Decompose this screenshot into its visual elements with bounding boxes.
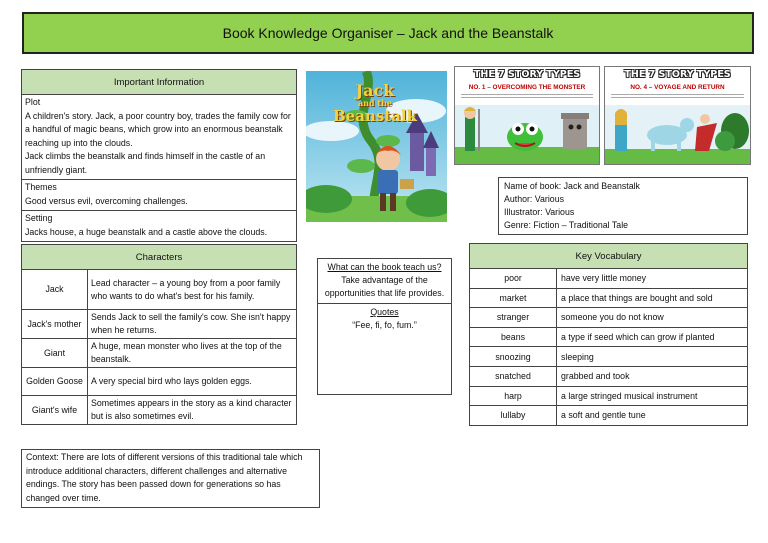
table-row (470, 308, 748, 328)
vocab-definition: a place that things are bought and sold (557, 288, 748, 308)
themes-text: Good versus evil, overcoming challenges. (25, 195, 188, 206)
table-row (470, 288, 748, 308)
key-vocabulary-header: Key Vocabulary (470, 244, 748, 269)
cover-title-line-1: Jack (355, 81, 395, 100)
vocab-word: market (470, 288, 557, 308)
characters-table (21, 244, 297, 425)
character-desc: A huge, mean monster who lives at the top of the beanstalk. (88, 339, 297, 368)
book-genre: Genre: Fiction – Traditional Tale (504, 220, 629, 230)
vocab-definition: grabbed and took (557, 366, 748, 386)
themes-label: Themes (25, 182, 57, 192)
vocab-definition: someone you do not know (557, 308, 748, 328)
vocab-word: snatched (470, 366, 557, 386)
context-text: Context: There are lots of different versions of this traditional tale which introduce additional characters, different challenges and alternative endings. The story has been passed down for generations so has changed over time. (26, 452, 303, 503)
story-type-4-fine-print (611, 92, 744, 100)
cover-title-line-3: Beanstalk (332, 107, 418, 125)
character-name: Jack's mother (22, 310, 88, 339)
story-type-1-subtitle: NO. 1 – OVERCOMING THE MONSTER (468, 84, 586, 91)
page-title-text: Book Knowledge Organiser – Jack and the Beanstalk (222, 25, 554, 41)
characters-header: Characters (22, 245, 297, 270)
table-row (22, 339, 297, 368)
teach-text: Take advantage of the opportunities that life provides. (324, 275, 445, 298)
book-cover-image (306, 71, 447, 222)
key-vocabulary-table (469, 243, 748, 426)
vocab-definition: a large stringed musical instrument (557, 386, 748, 406)
page-title (22, 12, 754, 54)
plot-label: Plot (25, 97, 41, 107)
vocab-definition: a soft and gentle tune (557, 406, 748, 426)
vocab-word: snoozing (470, 347, 557, 367)
quotes-section (318, 304, 451, 334)
vocab-definition: have very little money (557, 269, 748, 289)
table-row (470, 347, 748, 367)
story-type-4-band: THE 7 STORY TYPES (624, 69, 731, 80)
setting-text: Jacks house, a huge beanstalk and a castle above the clouds. (25, 226, 268, 237)
setting-section (22, 211, 296, 241)
vocab-definition: sleeping (557, 347, 748, 367)
character-name: Jack (22, 270, 88, 310)
story-type-card-overcoming-monster (454, 66, 600, 165)
table-row (470, 406, 748, 426)
table-row (22, 270, 297, 310)
table-row (22, 368, 297, 396)
book-illustrator: Illustrator: Various (504, 207, 575, 217)
character-desc: Lead character – a young boy from a poor family who wants to do what's best for his family. (88, 270, 297, 310)
table-row (470, 327, 748, 347)
vocab-word: harp (470, 386, 557, 406)
character-desc: Sometimes appears in the story as a kind character but is also sometimes evil. (88, 396, 297, 425)
character-name: Giant (22, 339, 88, 368)
teach-header: What can the book teach us? (327, 262, 442, 272)
table-row (22, 310, 297, 339)
character-name: Giant's wife (22, 396, 88, 425)
table-row (22, 396, 297, 425)
plot-text: A children's story. Jack, a poor country boy, trades the family cow for a handful of magic beans, which grow into an enormous beanstalk reaching up into the clouds. (25, 110, 291, 148)
plot-text-2: Jack climbs the beanstalk and finds himself in the castle of an unfriendly giant. (25, 151, 266, 175)
character-name: Golden Goose (22, 368, 88, 396)
vocab-word: lullaby (470, 406, 557, 426)
vocab-word: poor (470, 269, 557, 289)
story-type-4-subtitle: NO. 4 – VOYAGE AND RETURN (630, 84, 725, 91)
vocab-word: stranger (470, 308, 557, 328)
book-details-box (498, 177, 748, 235)
book-cover-title (320, 83, 430, 124)
plot-section (22, 95, 296, 180)
table-row (470, 386, 748, 406)
setting-label: Setting (25, 213, 53, 223)
character-desc: A very special bird who lays golden eggs. (88, 368, 297, 396)
book-name: Name of book: Jack and Beanstalk (504, 181, 640, 191)
table-row (470, 366, 748, 386)
themes-section (22, 180, 296, 211)
cover-title-line-2: and the (358, 98, 392, 108)
teach-section (318, 259, 451, 304)
quotes-header: Quotes (370, 307, 399, 317)
character-desc: Sends Jack to sell the family's cow. She isn't happy when he returns. (88, 310, 297, 339)
quote-text: “Fee, fi, fo, fum.” (352, 320, 417, 330)
important-information-box (21, 69, 297, 242)
context-box (21, 449, 320, 508)
story-type-1-fine-print (461, 92, 593, 100)
vocab-word: beans (470, 327, 557, 347)
story-type-card-voyage-return (604, 66, 751, 165)
story-type-1-band: THE 7 STORY TYPES (473, 69, 581, 80)
book-author: Author: Various (504, 194, 564, 204)
table-row (470, 269, 748, 289)
important-information-header: Important Information (22, 70, 296, 95)
vocab-definition: a type if seed which can grow if planted (557, 327, 748, 347)
teach-and-quotes-box (317, 258, 452, 395)
